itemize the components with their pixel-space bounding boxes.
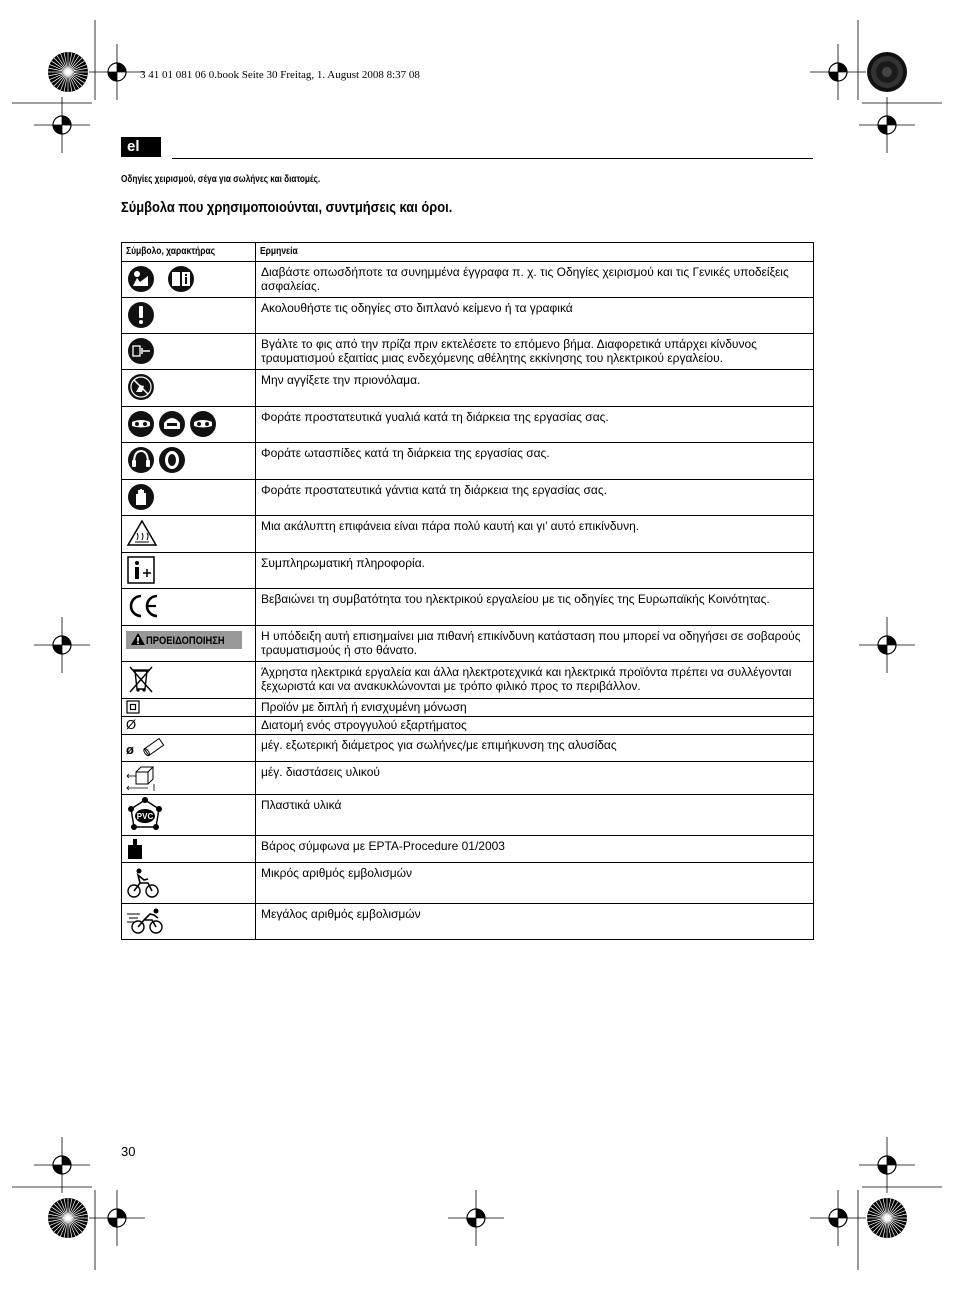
- material-dimensions-icon: [126, 764, 160, 792]
- unplug-icon: [126, 336, 156, 366]
- table-row: [122, 662, 814, 699]
- section-title: Σύμβολα που χρησιμοποιούνται, συντμήσεις και όροι.: [121, 199, 453, 216]
- column-header-symbol: Σύμβολο, χαρακτήρας: [122, 243, 256, 262]
- table-row: [122, 904, 814, 940]
- symbol-cell: [122, 262, 256, 298]
- read-manual-icon: [126, 264, 198, 294]
- pipe-diameter-icon: [141, 737, 167, 757]
- meaning-cell: Άχρηστα ηλεκτρικά εργαλεία και άλλα ηλεκτροτεχνικά και ηλεκτρικά προϊόντα πρέπει να συλλέγονται ξεχωριστά και να ανακυκλώνονται με τρόπο φιλικό προς το περιβάλλον.: [256, 662, 814, 699]
- symbol-cell: [122, 516, 256, 553]
- symbol-cell: [122, 298, 256, 334]
- symbol-cell: [122, 863, 256, 904]
- pvc-label: PVC: [136, 812, 154, 821]
- symbol-cell: [122, 795, 256, 836]
- exclamation-icon: [126, 300, 156, 330]
- symbol-cell: [122, 762, 256, 795]
- meaning-cell: Διαβάστε οπωσδήποτε τα συνημμένα έγγραφα π. χ. τις Οδηγίες χειρισμού και τις Γενικές υποδείξεις ασφαλείας.: [256, 262, 814, 298]
- meaning-cell: Φοράτε ωτασπίδες κατά τη διάρκεια της εργασίας σας.: [256, 443, 814, 480]
- meaning-cell: Μην αγγίξετε την πριονόλαμα.: [256, 370, 814, 407]
- meaning-cell: Μικρός αριθμός εμβολισμών: [256, 863, 814, 904]
- symbol-cell: [122, 699, 256, 717]
- warning-triangle-icon: [130, 632, 146, 646]
- table-row: [122, 407, 814, 443]
- symbol-cell: [122, 626, 256, 662]
- info-icon: [126, 555, 156, 585]
- table-row: [122, 480, 814, 516]
- table-row: [122, 735, 814, 762]
- table-row: [122, 836, 814, 863]
- symbol-cell: [122, 735, 256, 762]
- page-number: 30: [121, 1144, 136, 1159]
- table-row: [122, 699, 814, 717]
- print-info-line: 3 41 01 081 06 0.book Seite 30 Freitag, 1. August 2008 8:37 08: [140, 69, 420, 81]
- pvc-plastic-icon: [126, 797, 164, 833]
- symbol-cell: [122, 480, 256, 516]
- table-header-row: [122, 243, 814, 262]
- meaning-cell: Ακολουθήστε τις οδηγίες στο διπλανό κείμενο ή τα γραφικά: [256, 298, 814, 334]
- eye-protection-icon: [126, 409, 218, 439]
- symbol-cell: [122, 370, 256, 407]
- meaning-cell: Μεγάλος αριθμός εμβολισμών: [256, 904, 814, 940]
- symbol-cell: [122, 553, 256, 589]
- meaning-cell: Πλαστικά υλικά: [256, 795, 814, 836]
- symbol-cell: [122, 589, 256, 626]
- ear-protection-icon: [126, 445, 188, 475]
- table-row: [122, 443, 814, 480]
- table-row: [122, 626, 814, 662]
- meaning-cell: Η υπόδειξη αυτή επισημαίνει μια πιθανή επικίνδυνη κατάσταση που μπορεί να οδηγήσει σε σοβαρούς τραυματισμούς ή στο θάνατο.: [256, 626, 814, 662]
- symbol-cell: [122, 904, 256, 940]
- language-badge: el: [121, 137, 161, 157]
- table-row: [122, 370, 814, 407]
- weight-icon: [126, 838, 146, 860]
- meaning-cell: Μια ακάλυπτη επιφάνεια είναι πάρα πολύ καυτή και γι’ αυτό επικίνδυνη.: [256, 516, 814, 553]
- weee-bin-icon: [126, 664, 156, 694]
- header-rule: [172, 158, 813, 159]
- meaning-cell: μέγ. εξωτερική διάμετρος για σωλήνες/με επιμήκυνση της αλυσίδας: [256, 735, 814, 762]
- symbol-cell: [122, 443, 256, 480]
- meaning-cell: Προϊόν με διπλή ή ενισχυμένη μόνωση: [256, 699, 814, 717]
- meaning-cell: Φοράτε προστατευτικά γάντια κατά τη διάρκεια της εργασίας σας.: [256, 480, 814, 516]
- diameter-glyph: Ø: [126, 717, 137, 732]
- table-row: [122, 334, 814, 370]
- table-row: [122, 298, 814, 334]
- table-row: [122, 762, 814, 795]
- table-row: [122, 863, 814, 904]
- warning-badge: [126, 631, 242, 649]
- doc-subtitle: Οδηγίες χειρισμού, σέγα για σωλήνες και διατομές.: [121, 174, 321, 185]
- symbol-cell: [122, 836, 256, 863]
- meaning-cell: Βεβαιώνει τη συμβατότητα του ηλεκτρικού εργαλείου με τις οδηγίες της Ευρωπαϊκής Κοινότητας.: [256, 589, 814, 626]
- symbol-cell: [122, 407, 256, 443]
- warning-badge-label: ΠΡΟΕΙΔΟΠΟΙΗΣΗ: [146, 635, 225, 647]
- meaning-cell: Συμπληρωματική πληροφορία.: [256, 553, 814, 589]
- symbol-cell: [122, 662, 256, 699]
- double-insulation-icon: [126, 700, 142, 714]
- ce-mark-icon: [126, 591, 160, 621]
- meaning-cell: Φοράτε προστατευτικά γυαλιά κατά τη διάρκεια της εργασίας σας.: [256, 407, 814, 443]
- do-not-touch-blade-icon: [126, 372, 156, 402]
- slow-cyclist-icon: [126, 865, 160, 899]
- symbol-cell: [122, 717, 256, 735]
- table-row: [122, 262, 814, 298]
- meaning-cell: Διατομή ενός στρογγυλού εξαρτήματος: [256, 717, 814, 735]
- table-row: [122, 717, 814, 735]
- meaning-cell: μέγ. διαστάσεις υλικού: [256, 762, 814, 795]
- table-row: [122, 795, 814, 836]
- meaning-cell: Βγάλτε το φις από την πρίζα πριν εκτελέσετε το επόμενο βήμα. Διαφορετικά υπάρχει κίνδυνος τραυματισμού εξαιτίας μιας ενδεχόμενης αθέλητης εκκίνησης του ηλεκτρικού εργαλείου.: [256, 334, 814, 370]
- hot-surface-icon: [126, 518, 158, 548]
- pipe-diameter-glyph: ø: [126, 742, 134, 757]
- meaning-cell: Βάρος σύμφωνα με EPTA-Procedure 01/2003: [256, 836, 814, 863]
- fast-cyclist-icon: [126, 906, 166, 934]
- table-row: [122, 516, 814, 553]
- symbol-cell: [122, 334, 256, 370]
- table-row: [122, 553, 814, 589]
- gloves-icon: [126, 482, 156, 512]
- symbols-table: [121, 242, 814, 940]
- table-row: [122, 589, 814, 626]
- column-header-meaning: Ερμηνεία: [256, 243, 814, 262]
